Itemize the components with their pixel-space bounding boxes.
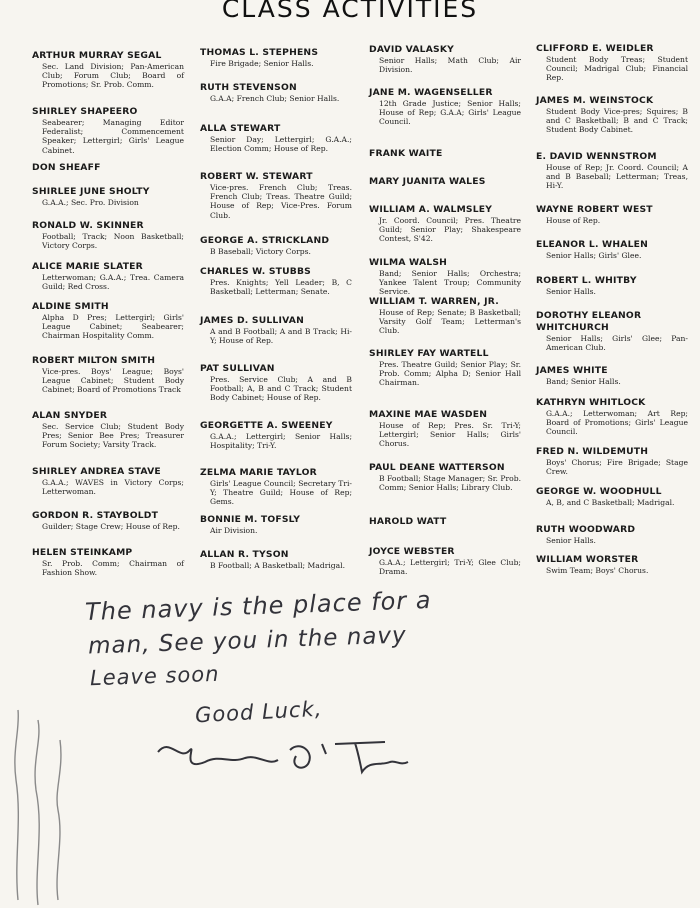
student-activities: Band; Senior Halls; Orchestra; Yankee Talent Troup; Community Service.	[379, 269, 521, 297]
student-name: WILLIAM T. WARREN, JR.	[369, 296, 499, 307]
student-entry	[536, 397, 688, 437]
student-activities: Air Division.	[210, 526, 258, 535]
student-entry	[32, 355, 184, 395]
student-activities: Vice-pres. French Club; Treas. French Club; Treas. Theatre Guild; House of Rep; Vice-Pres. Forum Club.	[210, 183, 352, 220]
handwritten-note-line: Good Luck,	[194, 696, 323, 728]
student-name: WAYNE ROBERT WEST	[536, 204, 653, 215]
student-activities: Pres. Theatre Guild; Senior Play; Sr. Prob. Comm; Alpha D; Senior Hall Chairman.	[379, 360, 521, 388]
student-activities: A and B Football; A and B Track; Hi-Y; House of Rep.	[210, 327, 352, 346]
page-title: CLASS ACTIVITIES	[221, 0, 479, 23]
student-activities: G.A.A; French Club; Senior Halls.	[210, 94, 340, 103]
student-name: RONALD W. SKINNER	[32, 220, 144, 231]
student-name: GEORGE A. STRICKLAND	[200, 235, 330, 246]
student-entry	[369, 257, 521, 297]
student-entry	[200, 235, 352, 256]
student-name: HELEN STEINKAMP	[32, 547, 133, 558]
student-name: ROBERT MILTON SMITH	[32, 355, 156, 366]
student-activities: Senior Halls; Math Club; Air Division.	[379, 56, 521, 75]
student-activities: Seabearer; Managing Editor Federalist; Commencement Speaker; Lettergirl; Girls' League Cabinet.	[42, 118, 184, 155]
student-name: CHARLES W. STUBBS	[200, 266, 312, 277]
student-activities: G.A.A.; Lettergirl; Senior Halls; Hospitality; Tri-Y.	[210, 432, 352, 451]
student-name: SHIRLEE JUNE SHOLTY	[32, 186, 150, 197]
student-entry	[536, 151, 688, 191]
student-entry	[200, 82, 352, 103]
margin-scribble	[0, 700, 90, 908]
student-activities: Alpha D Pres; Lettergirl; Girls' League Cabinet; Seabearer; Chairman Hospitality Comm.	[42, 313, 184, 341]
student-name: HAROLD WATT	[369, 516, 447, 527]
student-entry	[200, 171, 352, 220]
student-entry	[369, 148, 521, 160]
student-activities: Football; Track; Noon Basketball; Victory Corps.	[42, 232, 184, 251]
student-entry	[32, 410, 184, 450]
student-entry	[536, 310, 688, 352]
student-activities: Jr. Coord. Council; Pres. Theatre Guild; Senior Play; Shakespeare Contest, S'42.	[379, 216, 521, 244]
student-entry	[536, 43, 688, 83]
student-entry	[536, 524, 688, 545]
student-name: SHIRLEY SHAPEERO	[32, 106, 138, 117]
student-name: BONNIE M. TOFSLY	[200, 514, 301, 525]
student-entry	[32, 510, 184, 531]
student-activities: Fire Brigade; Senior Halls.	[210, 59, 314, 68]
student-entry	[200, 549, 352, 570]
student-entry	[32, 220, 184, 250]
student-name: CLIFFORD E. WEIDLER	[536, 43, 654, 54]
student-entry	[536, 486, 688, 507]
student-activities: 12th Grade Justice; Senior Halls; House of Rep; G.A.A; Girls' League Council.	[379, 99, 521, 127]
student-activities: B Football; Stage Manager; Sr. Prob. Comm; Senior Halls; Library Club.	[379, 474, 521, 493]
student-name: ALLA STEWART	[200, 123, 281, 134]
student-entry	[536, 446, 688, 476]
student-name: ZELMA MARIE TAYLOR	[200, 467, 317, 478]
student-name: THOMAS L. STEPHENS	[200, 47, 319, 58]
student-name: MARY JUANITA WALES	[369, 176, 486, 187]
student-entry	[369, 296, 521, 336]
student-activities: Senior Halls.	[546, 287, 596, 296]
student-name: GEORGE W. WOODHULL	[536, 486, 662, 497]
student-name: ALICE MARIE SLATER	[32, 261, 143, 272]
student-entry	[32, 50, 184, 90]
student-name: DON SHEAFF	[32, 162, 101, 173]
student-name: FRED N. WILDEMUTH	[536, 446, 649, 457]
student-entry	[32, 547, 184, 577]
student-name: ELEANOR L. WHALEN	[536, 239, 648, 250]
student-entry	[369, 516, 521, 528]
student-entry	[200, 514, 352, 535]
handwritten-note-line: The navy is the place for a	[84, 585, 432, 627]
student-entry	[32, 186, 184, 207]
student-name: ALDINE SMITH	[32, 301, 109, 312]
student-entry	[32, 466, 184, 496]
student-activities: Student Body Vice-pres; Squires; B and C Basketball; B and C Track; Student Body Cabinet.	[546, 107, 688, 135]
student-name: SHIRLEY FAY WARTELL	[369, 348, 489, 359]
student-entry	[536, 95, 688, 135]
student-activities: Senior Day; Lettergirl; G.A.A.; Election Comm; House of Rep.	[210, 135, 352, 154]
student-entry	[536, 554, 688, 575]
student-activities: House of Rep; Senate; B Basketball; Varsity Golf Team; Letterman's Club.	[379, 308, 521, 336]
student-name: ROBERT W. STEWART	[200, 171, 313, 182]
student-activities: House of Rep; Jr. Coord. Council; A and B Baseball; Letterman; Treas, Hi-Y.	[546, 163, 688, 191]
student-entry	[200, 47, 352, 68]
student-activities: G.A.A.; WAVES in Victory Corps; Letterwoman.	[42, 478, 184, 497]
student-entry	[369, 87, 521, 127]
student-name: WILLIAM WORSTER	[536, 554, 639, 565]
student-entry	[200, 315, 352, 345]
student-activities: Sec. Service Club; Student Body Pres; Senior Bee Pres; Treasurer Forum Society; Varsity Track.	[42, 422, 184, 450]
student-entry	[32, 106, 184, 155]
student-activities: Vice-pres. Boys' League; Boys' League Cabinet; Student Body Cabinet; Board of Promotions Track	[42, 367, 184, 395]
handwritten-signature	[150, 732, 410, 782]
student-entry	[369, 409, 521, 449]
student-name: JOYCE WEBSTER	[369, 546, 455, 557]
student-activities: House of Rep.	[546, 216, 601, 225]
student-activities: Pres. Knights; Yell Leader; B, C Basketball; Letterman; Senate.	[210, 278, 352, 297]
student-entry	[200, 123, 352, 153]
student-name: E. DAVID WENNSTROM	[536, 151, 657, 162]
student-name: JAMES D. SULLIVAN	[200, 315, 304, 326]
student-entry	[32, 301, 184, 341]
student-activities: Swim Team; Boys' Chorus.	[546, 566, 649, 575]
student-entry	[32, 162, 184, 174]
student-activities: Band; Senior Halls.	[546, 377, 621, 386]
student-activities: Sr. Prob. Comm; Chairman of Fashion Show.	[42, 559, 184, 578]
student-name: WILLIAM A. WALMSLEY	[369, 204, 493, 215]
student-name: ALAN SNYDER	[32, 410, 108, 421]
student-activities: Sec. Land Division; Pan-American Club; Forum Club; Board of Promotions; Sr. Prob. Comm.	[42, 62, 184, 90]
student-name: FRANK WAITE	[369, 148, 443, 159]
student-name: JANE M. WAGENSELLER	[369, 87, 493, 98]
student-name: KATHRYN WHITLOCK	[536, 397, 646, 408]
student-entry	[369, 176, 521, 188]
student-activities: G.A.A.; Sec. Pro. Division	[42, 198, 139, 207]
student-activities: Senior Halls; Girls' Glee; Pan-American Club.	[546, 334, 688, 353]
student-name: GEORGETTE A. SWEENEY	[200, 420, 333, 431]
student-entry	[369, 462, 521, 492]
handwritten-note-line: Leave soon	[89, 661, 220, 691]
student-entry	[200, 266, 352, 296]
student-entry	[536, 275, 688, 296]
student-entry	[536, 365, 688, 386]
student-activities: Boys' Chorus; Fire Brigade; Stage Crew.	[546, 458, 688, 477]
student-name: DOROTHY ELEANOR WHITCHURCH	[536, 310, 642, 333]
student-activities: G.A.A.; Letterwoman; Art Rep; Board of Promotions; Girls' League Council.	[546, 409, 688, 437]
student-activities: Senior Halls; Girls' Glee.	[546, 251, 642, 260]
student-name: ARTHUR MURRAY SEGAL	[32, 50, 162, 61]
student-name: WILMA WALSH	[369, 257, 448, 268]
student-entry	[200, 420, 352, 450]
student-entry	[32, 261, 184, 291]
student-activities: Student Body Treas; Student Council; Madrigal Club; Financial Rep.	[546, 55, 688, 83]
student-entry	[200, 363, 352, 403]
student-activities: Guilder; Stage Crew; House of Rep.	[42, 522, 180, 531]
student-name: PAT SULLIVAN	[200, 363, 275, 374]
handwritten-note-line: man, See you in the navy	[87, 622, 408, 660]
student-activities: Girls' League Council; Secretary Tri-Y; Theatre Guild; House of Rep; Gems.	[210, 479, 352, 507]
student-name: JAMES M. WEINSTOCK	[536, 95, 654, 106]
student-name: JAMES WHITE	[536, 365, 608, 376]
student-activities: Pres. Service Club; A and B Football; A, B and C Track; Student Body Cabinet; House of Rep.	[210, 375, 352, 403]
student-name: RUTH STEVENSON	[200, 82, 297, 93]
student-entry	[369, 546, 521, 576]
student-name: GORDON R. STAYBOLDT	[32, 510, 159, 521]
student-activities: B Baseball; Victory Corps.	[210, 247, 311, 256]
student-activities: G.A.A.; Lettergirl; Tri-Y; Glee Club; Drama.	[379, 558, 521, 577]
student-name: SHIRLEY ANDREA STAVE	[32, 466, 161, 477]
student-activities: Senior Halls.	[546, 536, 596, 545]
student-entry	[369, 348, 521, 388]
student-name: MAXINE MAE WASDEN	[369, 409, 488, 420]
student-name: ROBERT L. WHITBY	[536, 275, 637, 286]
student-name: ALLAN R. TYSON	[200, 549, 289, 560]
student-activities: A, B, and C Basketball; Madrigal.	[546, 498, 675, 507]
student-name: DAVID VALASKY	[369, 44, 455, 55]
student-name: RUTH WOODWARD	[536, 524, 636, 535]
student-entry	[369, 204, 521, 244]
student-activities: House of Rep; Pres. Sr. Tri-Y; Lettergirl; Senior Halls; Girls' Chorus.	[379, 421, 521, 449]
student-entry	[536, 204, 688, 225]
student-activities: B Football; A Basketball; Madrigal.	[210, 561, 345, 570]
student-entry	[369, 44, 521, 74]
student-name: PAUL DEANE WATTERSON	[369, 462, 505, 473]
student-activities: Letterwoman; G.A.A.; Trea. Camera Guild; Red Cross.	[42, 273, 184, 292]
student-entry	[536, 239, 688, 260]
student-entry	[200, 467, 352, 507]
